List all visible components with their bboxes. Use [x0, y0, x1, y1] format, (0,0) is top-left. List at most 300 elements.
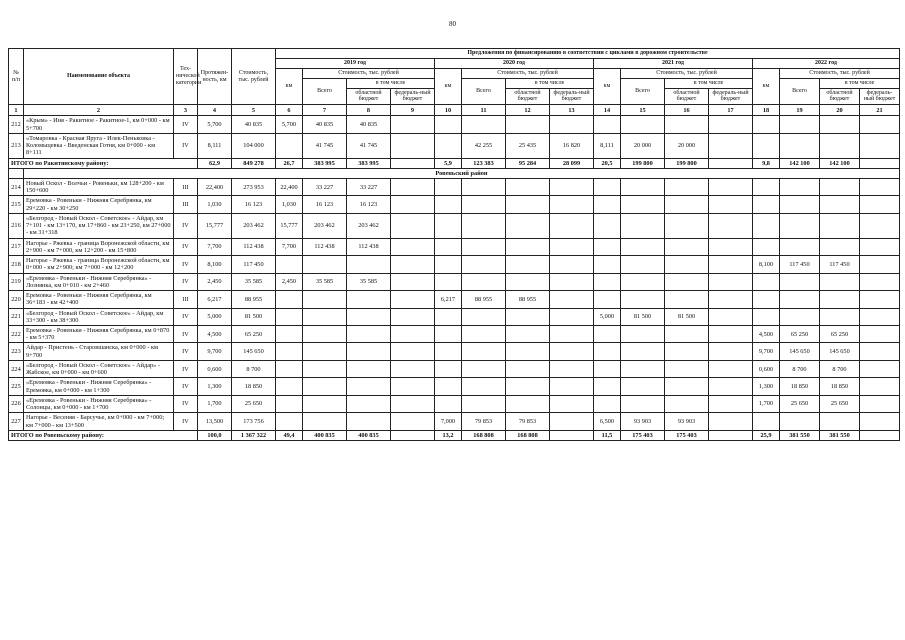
length-value: 8,100 [198, 256, 232, 273]
funding-cell [780, 178, 820, 195]
funding-cell [506, 196, 550, 213]
total-funding-cell: 168 808 [506, 430, 550, 440]
funding-cell [276, 133, 303, 158]
funding-cell [391, 273, 435, 290]
funding-cell: 42 255 [462, 133, 506, 158]
total-funding-cell: 199 800 [621, 158, 665, 168]
road-category: IV [174, 213, 198, 238]
page-number: 80 [449, 20, 456, 28]
funding-cell: 40 835 [347, 116, 391, 133]
funding-cell [753, 213, 780, 238]
total-funding-cell: 142 100 [820, 158, 860, 168]
funding-cell [462, 308, 506, 325]
funding-cell [276, 325, 303, 342]
cost-subheader: Стоимость, тыс. рублей [621, 68, 753, 78]
funding-cell [753, 196, 780, 213]
col-category-header: Тех-нической категории [174, 49, 198, 105]
funding-cell [506, 308, 550, 325]
funding-cell [780, 273, 820, 290]
funding-cell [860, 395, 900, 412]
funding-cell [276, 413, 303, 430]
funding-cell [820, 133, 860, 158]
funding-cell [303, 378, 347, 395]
table-row [9, 413, 900, 430]
total-funding-cell: 28 099 [550, 158, 594, 168]
column-number: 20 [820, 105, 860, 116]
funding-cell [276, 343, 303, 360]
total-label: ИТОГО по Ровеньскому району: [9, 430, 198, 440]
funding-cell [391, 308, 435, 325]
funding-cell [391, 395, 435, 412]
road-category: IV [174, 116, 198, 133]
col-no-header: № п/п [9, 49, 24, 105]
funding-cell: 88 955 [462, 291, 506, 308]
total-funding-cell: 383 995 [303, 158, 347, 168]
total-funding-cell [860, 430, 900, 440]
length-value: 4,500 [198, 325, 232, 342]
funding-cell [709, 395, 753, 412]
funding-cell [435, 273, 462, 290]
length-value: 6,217 [198, 291, 232, 308]
total-funding-cell: 123 383 [462, 158, 506, 168]
funding-cell: 25 650 [820, 395, 860, 412]
length-value: 8,111 [198, 133, 232, 158]
funding-cell [860, 308, 900, 325]
table-row [9, 325, 900, 342]
funding-cell [462, 256, 506, 273]
table-row [9, 273, 900, 290]
funding-cell: 1,300 [753, 378, 780, 395]
total-funding-cell: 5,9 [435, 158, 462, 168]
funding-cell: 16 820 [550, 133, 594, 158]
table-row [9, 343, 900, 360]
cost-value: 18 850 [232, 378, 276, 395]
funding-cell [753, 116, 780, 133]
funding-cell [391, 360, 435, 377]
row-number: 223 [9, 343, 24, 360]
regional-subheader: областной бюджет [506, 88, 550, 105]
funding-cell: 79 853 [506, 413, 550, 430]
funding-cell [594, 395, 621, 412]
col-length-header: Протяжен-ность, км [198, 49, 232, 105]
funding-cell [709, 116, 753, 133]
cost-value: 88 955 [232, 291, 276, 308]
funding-cell: 79 853 [462, 413, 506, 430]
total-funding-cell: 400 835 [347, 430, 391, 440]
column-number: 1 [9, 105, 24, 116]
funding-cell [462, 238, 506, 255]
column-number: 3 [174, 105, 198, 116]
funding-cell [462, 196, 506, 213]
funding-cell [621, 378, 665, 395]
funding-cell [665, 395, 709, 412]
funding-cell [347, 256, 391, 273]
total-funding-cell: 381 550 [780, 430, 820, 440]
funding-cell [709, 133, 753, 158]
funding-cell [506, 178, 550, 195]
funding-cell [753, 308, 780, 325]
funding-cell [435, 178, 462, 195]
funding-cell: 22,400 [276, 178, 303, 195]
object-name: Новый Оскол - Волчьи - Ровеньки, км 128+200 - км 150+600 [24, 178, 174, 195]
funding-cell [347, 343, 391, 360]
funding-cell: 5,000 [594, 308, 621, 325]
cost-value: 104 000 [232, 133, 276, 158]
funding-cell: 117 450 [780, 256, 820, 273]
total-funding-cell: 26,7 [276, 158, 303, 168]
funding-cell [665, 291, 709, 308]
funding-cell: 1,700 [753, 395, 780, 412]
incl-subheader: в том числе [665, 78, 753, 88]
funding-cell: 93 903 [665, 413, 709, 430]
funding-cell [347, 291, 391, 308]
funding-cell [860, 325, 900, 342]
funding-cell [550, 213, 594, 238]
funding-cell [391, 238, 435, 255]
funding-cell [753, 291, 780, 308]
total-funding-cell: 199 800 [665, 158, 709, 168]
road-category: IV [174, 413, 198, 430]
funding-cell [594, 196, 621, 213]
funding-cell [665, 343, 709, 360]
table-row [9, 213, 900, 238]
funding-cell [594, 291, 621, 308]
row-number: 225 [9, 378, 24, 395]
funding-cell [860, 116, 900, 133]
funding-cell: 8 700 [820, 360, 860, 377]
funding-cell: 41 745 [303, 133, 347, 158]
cost-value: 273 953 [232, 178, 276, 195]
table-row [9, 256, 900, 273]
funding-cell [709, 343, 753, 360]
row-number: 218 [9, 256, 24, 273]
road-funding-table [8, 48, 900, 441]
funding-cell [462, 273, 506, 290]
funding-cell [780, 213, 820, 238]
table-row [9, 395, 900, 412]
funding-cell [435, 256, 462, 273]
funding-cell [347, 413, 391, 430]
funding-cell [621, 273, 665, 290]
funding-cell [709, 360, 753, 377]
funding-cell: 33 227 [347, 178, 391, 195]
object-name: Еремовка - Ровеньки - Нижняя Серебрянка, км 29+220 - км 30+250 [24, 196, 174, 213]
total-row [9, 430, 900, 440]
total-funding-cell: 9,8 [753, 158, 780, 168]
funding-cell [860, 343, 900, 360]
cost-value: 173 756 [232, 413, 276, 430]
funding-cell [594, 116, 621, 133]
row-number: 215 [9, 196, 24, 213]
funding-cell [550, 325, 594, 342]
federal-subheader: федераль-ный бюджет [860, 88, 900, 105]
funding-cell [820, 308, 860, 325]
funding-cell [860, 273, 900, 290]
column-number: 7 [303, 105, 347, 116]
funding-cell: 81 500 [665, 308, 709, 325]
cost-value: 25 650 [232, 395, 276, 412]
cost-value: 203 462 [232, 213, 276, 238]
column-number: 13 [550, 105, 594, 116]
funding-cell [820, 213, 860, 238]
funding-cell [550, 308, 594, 325]
funding-cell: 0,600 [753, 360, 780, 377]
funding-cell [709, 413, 753, 430]
row-number: 219 [9, 273, 24, 290]
federal-subheader: федераль-ный бюджет [391, 88, 435, 105]
funding-cell [303, 256, 347, 273]
funding-cell: 65 250 [820, 325, 860, 342]
row-number: 214 [9, 178, 24, 195]
total-funding-cell [709, 430, 753, 440]
funding-cell [550, 196, 594, 213]
total-funding-cell [391, 430, 435, 440]
total-length: 62,9 [198, 158, 232, 168]
column-number: 9 [391, 105, 435, 116]
funding-cell: 6,217 [435, 291, 462, 308]
table-row [9, 360, 900, 377]
incl-subheader: в том числе [820, 78, 900, 88]
funding-cell [860, 256, 900, 273]
funding-cell [665, 325, 709, 342]
funding-cell [550, 413, 594, 430]
funding-cell [665, 213, 709, 238]
funding-cell [621, 291, 665, 308]
funding-cell [303, 325, 347, 342]
cost-value: 35 585 [232, 273, 276, 290]
funding-cell [303, 395, 347, 412]
funding-cell [594, 325, 621, 342]
funding-cell [550, 395, 594, 412]
funding-cell [435, 395, 462, 412]
funding-cell [621, 238, 665, 255]
funding-cell [709, 178, 753, 195]
funding-cell [820, 196, 860, 213]
district-row [9, 168, 900, 178]
total-funding-cell: 20,5 [594, 158, 621, 168]
funding-cell [347, 360, 391, 377]
col-cost-header: Стоимость, тыс. рублей [232, 49, 276, 105]
table-row [9, 378, 900, 395]
total-cost: 849 278 [232, 158, 276, 168]
row-number: 224 [9, 360, 24, 377]
funding-cell [753, 133, 780, 158]
road-category: IV [174, 343, 198, 360]
table-row [9, 116, 900, 133]
funding-cell [506, 378, 550, 395]
cost-subheader: Стоимость, тыс. рублей [780, 68, 900, 78]
total-cost: 1 367 322 [232, 430, 276, 440]
funding-cell [435, 116, 462, 133]
cost-value: 8 700 [232, 360, 276, 377]
funding-cell [435, 343, 462, 360]
funding-cell [780, 116, 820, 133]
cost-value: 65 250 [232, 325, 276, 342]
column-number: 14 [594, 105, 621, 116]
funding-cell [709, 308, 753, 325]
total-funding-cell: 168 808 [462, 430, 506, 440]
cost-value: 40 835 [232, 116, 276, 133]
funding-cell [391, 256, 435, 273]
length-value: 2,450 [198, 273, 232, 290]
funding-cell [550, 238, 594, 255]
column-number: 18 [753, 105, 780, 116]
funding-cell [276, 378, 303, 395]
road-category: IV [174, 133, 198, 158]
object-name: Нагорье - Ржевка - граница Воронежской области, км 0+000 - км 2+900; км 7+000 - км 12+200 [24, 256, 174, 273]
funding-cell [462, 213, 506, 238]
funding-cell [780, 238, 820, 255]
row-number: 213 [9, 133, 24, 158]
funding-cell [860, 133, 900, 158]
total-subheader: Всего [462, 78, 506, 105]
funding-cell: 25 650 [780, 395, 820, 412]
cost-value: 81 500 [232, 308, 276, 325]
total-funding-cell: 142 100 [780, 158, 820, 168]
object-name: Айдар - Пристень - Старовшанска, км 0+000 - км 9+700 [24, 343, 174, 360]
funding-cell [709, 196, 753, 213]
total-funding-cell: 49,4 [276, 430, 303, 440]
funding-cell [391, 133, 435, 158]
total-label: ИТОГО по Ракитянскому району: [9, 158, 198, 168]
funding-cell [780, 196, 820, 213]
funding-cell: 16 123 [303, 196, 347, 213]
federal-subheader: федераль-ный бюджет [709, 88, 753, 105]
total-funding-cell: 25,9 [753, 430, 780, 440]
road-category: IV [174, 325, 198, 342]
incl-subheader: в том числе [347, 78, 435, 88]
row-number: 222 [9, 325, 24, 342]
funding-cell: 81 500 [621, 308, 665, 325]
funding-cell [594, 238, 621, 255]
funding-cell [820, 178, 860, 195]
funding-cell [709, 325, 753, 342]
funding-cell [391, 178, 435, 195]
funding-cell [347, 378, 391, 395]
road-category: IV [174, 308, 198, 325]
length-value: 1,300 [198, 378, 232, 395]
object-name: «Крым» - Иня - Ракитное - Ракитное-1, км 0+000 - км 5+700 [24, 116, 174, 133]
funding-cell [435, 196, 462, 213]
column-number: 5 [232, 105, 276, 116]
funding-cell [860, 413, 900, 430]
funding-cell [506, 343, 550, 360]
row-number: 227 [9, 413, 24, 430]
funding-cell [621, 116, 665, 133]
object-name: «Томаровка - Красная Яруга - Илек-Пеньковка - Коломыцевка - Введенская Готня, км 0+000 - км 8+111 [24, 133, 174, 158]
total-funding-cell [391, 158, 435, 168]
funding-cell [506, 395, 550, 412]
road-category: IV [174, 395, 198, 412]
length-value: 1,030 [198, 196, 232, 213]
funding-cell: 20 000 [621, 133, 665, 158]
funding-cell [753, 178, 780, 195]
road-category: III [174, 291, 198, 308]
regional-subheader: областной бюджет [820, 88, 860, 105]
funding-cell: 35 585 [303, 273, 347, 290]
funding-cell [435, 360, 462, 377]
funding-cell [594, 256, 621, 273]
funding-cell [780, 291, 820, 308]
funding-cell [347, 325, 391, 342]
funding-cell: 25 435 [506, 133, 550, 158]
funding-cell [709, 256, 753, 273]
funding-cell: 117 450 [820, 256, 860, 273]
object-name: «Еремовка - Ровеньки - Нижняя Серебрянка» - Солонцы, км 0+000 - км 1+700 [24, 395, 174, 412]
column-number: 8 [347, 105, 391, 116]
funding-cell [860, 178, 900, 195]
road-category: IV [174, 256, 198, 273]
funding-cell [303, 291, 347, 308]
funding-cell [435, 213, 462, 238]
column-number: 16 [665, 105, 709, 116]
km-header: км [753, 68, 780, 105]
funding-cell [462, 395, 506, 412]
funding-cell [506, 238, 550, 255]
funding-cell: 203 462 [347, 213, 391, 238]
funding-cell: 9,700 [753, 343, 780, 360]
funding-cell [276, 256, 303, 273]
total-subheader: Всего [303, 78, 347, 105]
length-value: 5,700 [198, 116, 232, 133]
funding-cell [594, 343, 621, 360]
length-value: 15,777 [198, 213, 232, 238]
funding-cell [435, 325, 462, 342]
table-row [9, 196, 900, 213]
regional-subheader: областной бюджет [665, 88, 709, 105]
funding-cell [621, 325, 665, 342]
object-name: Нагорье - Весеняя - Барсучье, км 0+000 - км 7+000; км 7+000 - км 13+500 [24, 413, 174, 430]
cost-value: 16 123 [232, 196, 276, 213]
funding-cell [860, 291, 900, 308]
funding-cell [347, 308, 391, 325]
row-number: 226 [9, 395, 24, 412]
table-row [9, 178, 900, 195]
length-value: 7,700 [198, 238, 232, 255]
funding-cell [621, 178, 665, 195]
total-funding-cell [860, 158, 900, 168]
length-value: 9,700 [198, 343, 232, 360]
table-row [9, 308, 900, 325]
funding-cell [594, 360, 621, 377]
total-funding-cell: 381 550 [820, 430, 860, 440]
funding-cell [665, 116, 709, 133]
length-value: 13,500 [198, 413, 232, 430]
funding-cell: 40 835 [303, 116, 347, 133]
funding-cell [506, 256, 550, 273]
length-value: 22,400 [198, 178, 232, 195]
object-name: «Еремовка - Ровеньки - Нижняя Серебрянка» - Еремовка, км 0+000 - км 1+300 [24, 378, 174, 395]
funding-cell [820, 116, 860, 133]
funding-cell: 8 700 [780, 360, 820, 377]
column-number: 12 [506, 105, 550, 116]
funding-cell [391, 196, 435, 213]
funding-cell [276, 308, 303, 325]
object-name: Еремовка - Ровеньки - Нижняя Серебрянка, км 36+183 - км 42+400 [24, 291, 174, 308]
funding-cell: 35 585 [347, 273, 391, 290]
total-funding-cell: 13,2 [435, 430, 462, 440]
funding-cell [506, 360, 550, 377]
funding-cell [665, 196, 709, 213]
funding-cell: 16 123 [347, 196, 391, 213]
funding-cell: 4,500 [753, 325, 780, 342]
funding-cell [621, 196, 665, 213]
funding-cell [391, 213, 435, 238]
road-category: IV [174, 273, 198, 290]
funding-cell [860, 196, 900, 213]
km-header: км [435, 68, 462, 105]
funding-cell [391, 325, 435, 342]
